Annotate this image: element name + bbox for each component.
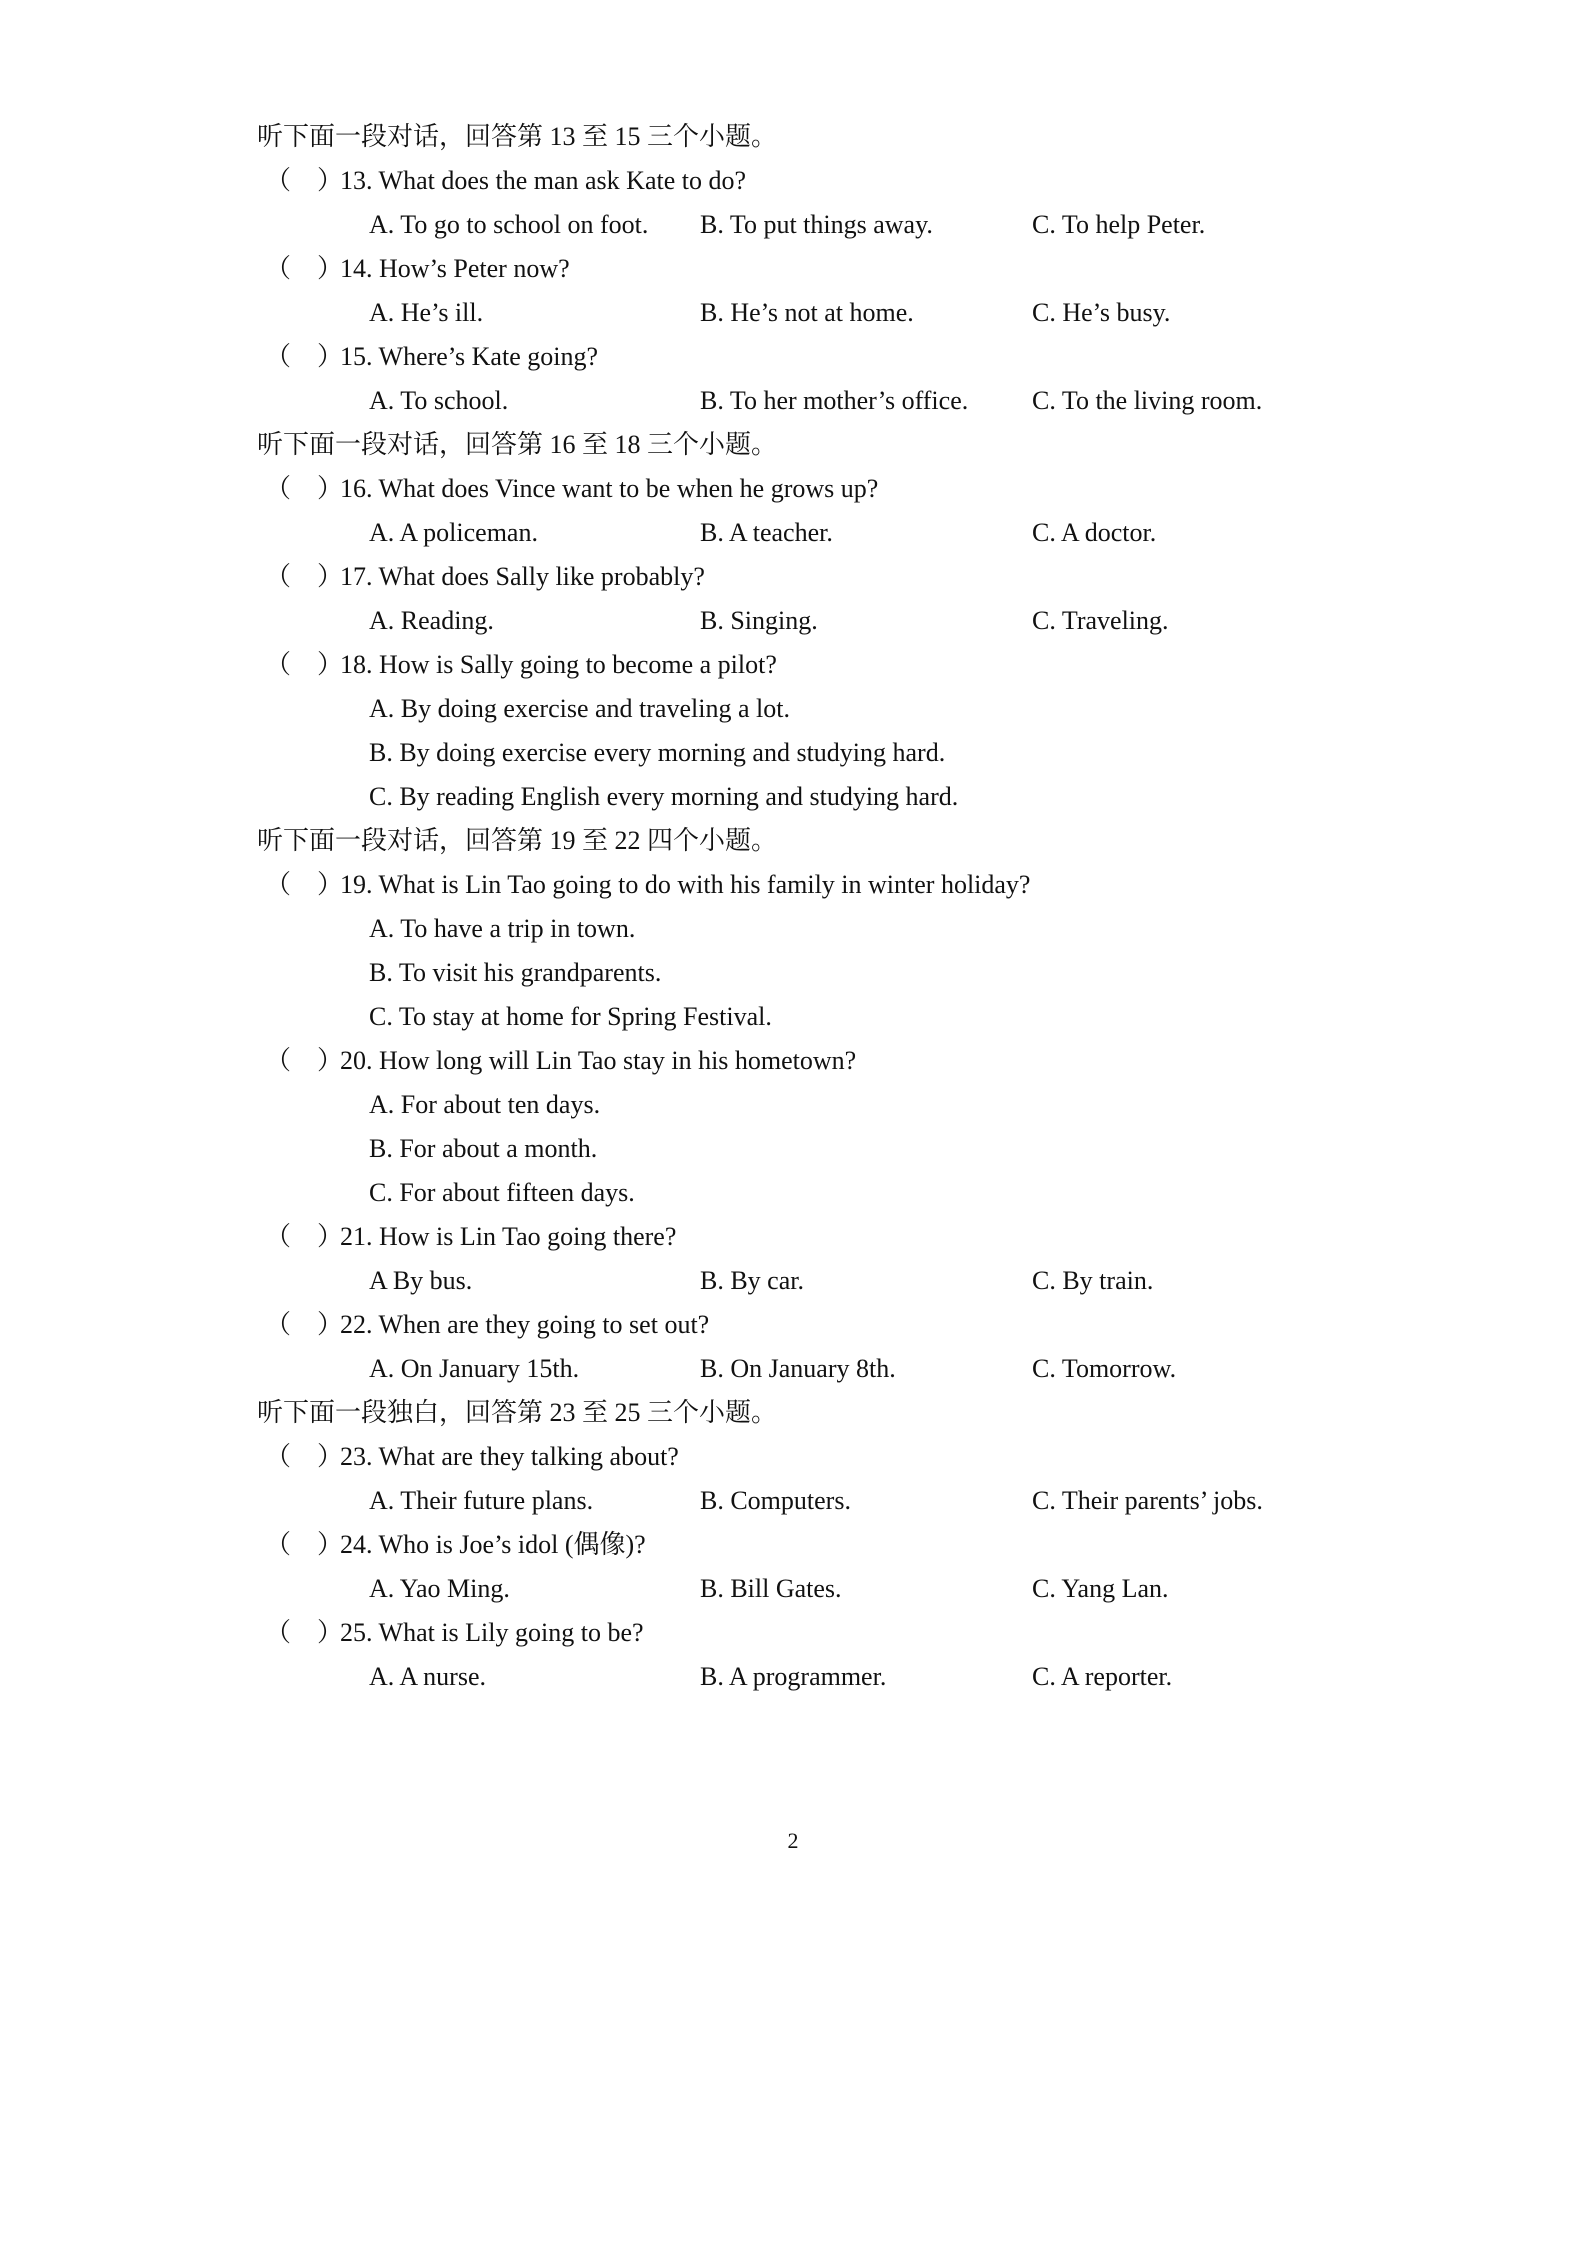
answer-blank[interactable]: （ ） <box>265 342 344 371</box>
question-text: 21. How is Lin Tao going there? <box>340 1222 677 1251</box>
option-b: B. He’s not at home. <box>700 298 914 327</box>
question-21 <box>0 1215 1586 1259</box>
option-a: A. To go to school on foot. <box>369 210 649 239</box>
question-text: 25. What is Lily going to be? <box>340 1618 644 1647</box>
option-c: C. To stay at home for Spring Festival. <box>369 1002 772 1031</box>
answer-blank[interactable]: （ ） <box>265 1442 344 1471</box>
answer-blank[interactable]: （ ） <box>265 1222 344 1251</box>
option-c: C. Their parents’ jobs. <box>1032 1486 1263 1515</box>
options-row <box>0 1567 1586 1611</box>
section-heading: 听下面一段独白，回答第 23 至 25 三个小题。 <box>257 1398 778 1427</box>
question-text: 14. How’s Peter now? <box>340 254 570 283</box>
answer-blank[interactable]: （ ） <box>265 1530 344 1559</box>
question-24 <box>0 1523 1586 1567</box>
question-text: 18. How is Sally going to become a pilot? <box>340 650 777 679</box>
answer-blank[interactable]: （ ） <box>265 870 344 899</box>
answer-blank[interactable]: （ ） <box>265 1618 344 1647</box>
options-row <box>0 1259 1586 1303</box>
section-heading: 听下面一段对话，回答第 13 至 15 三个小题。 <box>257 122 778 151</box>
option-a: A. A policeman. <box>369 518 538 547</box>
options-row <box>0 511 1586 555</box>
option-a: A. He’s ill. <box>369 298 484 327</box>
option-a: A. A nurse. <box>369 1662 486 1691</box>
question-16 <box>0 467 1586 511</box>
options-row <box>0 379 1586 423</box>
option-b: B. Bill Gates. <box>700 1574 842 1603</box>
question-text: 19. What is Lin Tao going to do with his family in winter holiday? <box>340 870 1031 899</box>
option-a: A. To school. <box>369 386 509 415</box>
option-a: A. Yao Ming. <box>369 1574 510 1603</box>
question-text: 13. What does the man ask Kate to do? <box>340 166 747 195</box>
option-b: B. To her mother’s office. <box>700 386 969 415</box>
option-b: B. On January 8th. <box>700 1354 896 1383</box>
option-c: C. To help Peter. <box>1032 210 1206 239</box>
option-b: B. To visit his grandparents. <box>369 958 662 987</box>
option-c: C. A doctor. <box>1032 518 1157 547</box>
question-text: 17. What does Sally like probably? <box>340 562 705 591</box>
options-row <box>0 1655 1586 1699</box>
option-a: A. By doing exercise and traveling a lot. <box>369 694 790 723</box>
option-c: C. Tomorrow. <box>1032 1354 1177 1383</box>
option-b: B. A programmer. <box>700 1662 887 1691</box>
answer-blank[interactable]: （ ） <box>265 166 344 195</box>
section-heading: 听下面一段对话，回答第 16 至 18 三个小题。 <box>257 430 778 459</box>
option-c-row <box>0 1171 1586 1215</box>
option-b-row <box>0 951 1586 995</box>
page-number: 2 <box>787 1828 799 1853</box>
answer-blank[interactable]: （ ） <box>265 1310 344 1339</box>
option-b: B. To put things away. <box>700 210 933 239</box>
question-text: 16. What does Vince want to be when he grows up? <box>340 474 879 503</box>
option-c: C. By train. <box>1032 1266 1154 1295</box>
answer-blank[interactable]: （ ） <box>265 474 344 503</box>
option-a-row <box>0 1083 1586 1127</box>
option-c: C. A reporter. <box>1032 1662 1173 1691</box>
option-c-row <box>0 775 1586 819</box>
option-b: B. Singing. <box>700 606 818 635</box>
options-row <box>0 1479 1586 1523</box>
option-c: C. By reading English every morning and studying hard. <box>369 782 959 811</box>
option-c: C. For about fifteen days. <box>369 1178 635 1207</box>
option-a: A. Reading. <box>369 606 494 635</box>
question-text: 22. When are they going to set out? <box>340 1310 710 1339</box>
option-c: C. To the living room. <box>1032 386 1263 415</box>
question-text: 15. Where’s Kate going? <box>340 342 598 371</box>
option-b: B. By doing exercise every morning and studying hard. <box>369 738 946 767</box>
question-text: 20. How long will Lin Tao stay in his hometown? <box>340 1046 857 1075</box>
option-b: B. A teacher. <box>700 518 833 547</box>
option-a-row <box>0 687 1586 731</box>
question-19 <box>0 863 1586 907</box>
question-23 <box>0 1435 1586 1479</box>
options-row <box>0 1347 1586 1391</box>
option-c: C. Yang Lan. <box>1032 1574 1169 1603</box>
options-row <box>0 599 1586 643</box>
option-b: B. Computers. <box>700 1486 851 1515</box>
question-25 <box>0 1611 1586 1655</box>
option-b-row <box>0 731 1586 775</box>
section-heading: 听下面一段对话，回答第 19 至 22 四个小题。 <box>257 826 778 855</box>
question-14 <box>0 247 1586 291</box>
question-text: 23. What are they talking about? <box>340 1442 679 1471</box>
question-15 <box>0 335 1586 379</box>
option-a-row <box>0 907 1586 951</box>
option-a: A. Their future plans. <box>369 1486 594 1515</box>
option-a: A. On January 15th. <box>369 1354 580 1383</box>
answer-blank[interactable]: （ ） <box>265 254 344 283</box>
option-a: A. To have a trip in town. <box>369 914 636 943</box>
question-13 <box>0 159 1586 203</box>
question-text: 24. Who is Joe’s idol (偶像)? <box>340 1530 646 1559</box>
question-17 <box>0 555 1586 599</box>
options-row <box>0 291 1586 335</box>
option-c: C. Traveling. <box>1032 606 1169 635</box>
option-b: B. By car. <box>700 1266 804 1295</box>
answer-blank[interactable]: （ ） <box>265 562 344 591</box>
answer-blank[interactable]: （ ） <box>265 1046 344 1075</box>
option-a: A. For about ten days. <box>369 1090 601 1119</box>
option-c-row <box>0 995 1586 1039</box>
question-22 <box>0 1303 1586 1347</box>
answer-blank[interactable]: （ ） <box>265 650 344 679</box>
option-a: A By bus. <box>369 1266 473 1295</box>
option-b: B. For about a month. <box>369 1134 598 1163</box>
question-20 <box>0 1039 1586 1083</box>
option-c: C. He’s busy. <box>1032 298 1171 327</box>
question-18 <box>0 643 1586 687</box>
options-row <box>0 203 1586 247</box>
option-b-row <box>0 1127 1586 1171</box>
